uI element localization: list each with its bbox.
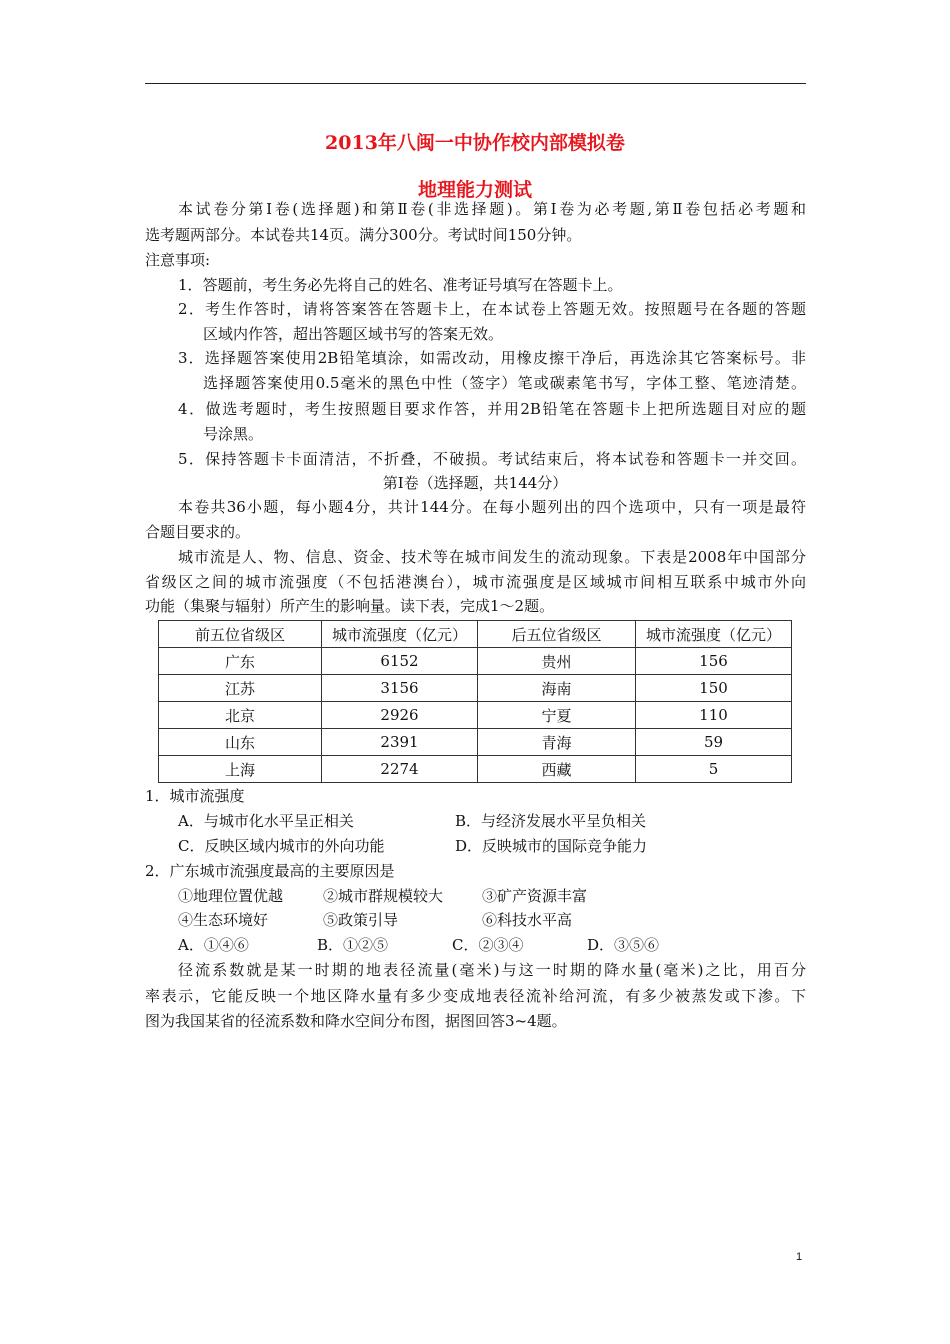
table-cell: 海南 [478, 675, 636, 702]
header-rule [145, 83, 806, 84]
table-cell: 广东 [159, 648, 322, 675]
intro-line-2: 选考题两部分。本试卷共14页。满分300分。考试时间150分钟。 [145, 226, 582, 244]
notice-item-1: 1．答题前，考生务必先将自己的姓名、准考证号填写在答题卡上。 [178, 276, 623, 294]
notice-item-3: 3．选择题答案使用2B铅笔填涂，如需改动，用橡皮擦干净后，再选涂其它答案标号。非 [178, 349, 806, 367]
table-cell: 3156 [322, 675, 478, 702]
question-2-factor-5: ⑤政策引导 [323, 911, 399, 929]
question-2-factor-6: ⑥科技水平高 [482, 911, 573, 929]
table-cell: 贵州 [478, 648, 636, 675]
question-2-option-a: A．①④⑥ [178, 936, 249, 954]
table-cell: 上海 [159, 756, 322, 783]
table-cell: 150 [636, 675, 792, 702]
table-header-cell: 前五位省级区 [159, 621, 322, 648]
passage2-line-1: 径流系数就是某一时期的地表径流量(毫米)与这一时期的降水量(毫米)之比，用百分 [178, 961, 806, 979]
notice-item-2: 2．考生作答时，请将答案答在答题卡上，在本试卷上答题无效。按照题号在各题的答题 [178, 300, 806, 318]
question-1-stem: 1．城市流强度 [145, 787, 245, 805]
passage2-line-3: 图为我国某省的径流系数和降水空间分布图，据图回答3~4题。 [145, 1012, 567, 1030]
question-1-option-c: C．反映区域内城市的外向功能 [178, 837, 385, 855]
table-cell: 2926 [322, 702, 478, 729]
passage2-line-2: 率表示，它能反映一个地区降水量有多少变成地表径流补给河流，有多少被蒸发或下渗。下 [145, 987, 806, 1005]
section1-heading: 第Ⅰ卷（选择题，共144分） [382, 474, 568, 492]
question-2-option-d: D．③⑤⑥ [587, 936, 660, 954]
section1-desc-2: 合题目要求的。 [145, 523, 251, 541]
table-cell: 5 [636, 756, 792, 783]
passage1-line-3: 功能（集聚与辐射）所产生的影响量。读下表，完成1～2题。 [145, 597, 555, 615]
table-cell: 2391 [322, 729, 478, 756]
table-row [159, 648, 792, 675]
question-2-option-b: B．①②⑤ [317, 936, 389, 954]
question-1-option-d: D．反映城市的国际竞争能力 [455, 837, 648, 855]
exam-subtitle: 地理能力测试 [417, 179, 532, 201]
table-cell: 青海 [478, 729, 636, 756]
question-2-factor-2: ②城市群规模较大 [323, 887, 444, 905]
city-flow-table [158, 620, 792, 783]
table-cell: 2274 [322, 756, 478, 783]
table-header-cell: 城市流强度（亿元） [636, 621, 792, 648]
table-row [159, 702, 792, 729]
table-row [159, 756, 792, 783]
table-row [159, 675, 792, 702]
notice-item-4-cont: 号涂黑。 [203, 425, 264, 443]
notice-heading: 注意事项: [145, 251, 211, 269]
page-number: 1 [796, 1251, 803, 1263]
question-2-stem: 2．广东城市流强度最高的主要原因是 [145, 862, 395, 880]
intro-line-1: 本试卷分第Ⅰ卷(选择题)和第Ⅱ卷(非选择题)。第Ⅰ卷为必考题,第Ⅱ卷包括必考题和 [178, 200, 806, 218]
table-cell: 宁夏 [478, 702, 636, 729]
question-2-factor-3: ③矿产资源丰富 [482, 887, 588, 905]
table-cell: 156 [636, 648, 792, 675]
notice-item-3-cont: 选择题答案使用0.5毫米的黑色中性（签字）笔或碳素笔书写，字体工整、笔迹清楚。 [203, 374, 806, 392]
table-row [159, 729, 792, 756]
notice-item-4: 4．做选考题时，考生按照题目要求作答，并用2B铅笔在答题卡上把所选题目对应的题 [178, 400, 806, 418]
section1-desc-1: 本卷共36小题，每小题4分，共计144分。在每小题列出的四个选项中，只有一项是最符 [178, 498, 806, 516]
exam-title: 2013年八闽一中协作校内部模拟卷 [325, 132, 625, 154]
question-2-option-c: C．②③④ [452, 936, 524, 954]
notice-item-2-cont: 区域内作答，超出答题区域书写的答案无效。 [203, 325, 504, 343]
table-cell: 江苏 [159, 675, 322, 702]
question-1-option-b: B．与经济发展水平呈负相关 [455, 812, 647, 830]
table-cell: 6152 [322, 648, 478, 675]
notice-item-5: 5．保持答题卡卡面清洁，不折叠，不破损。考试结束后，将本试卷和答题卡一并交回。 [178, 450, 806, 468]
table-header-cell: 城市流强度（亿元） [322, 621, 478, 648]
table-cell: 59 [636, 729, 792, 756]
table-cell: 西藏 [478, 756, 636, 783]
table-header-row [159, 621, 792, 648]
question-2-factor-4: ④生态环境好 [178, 911, 269, 929]
table-header-cell: 后五位省级区 [478, 621, 636, 648]
table-cell: 110 [636, 702, 792, 729]
table-cell: 山东 [159, 729, 322, 756]
question-1-option-a: A．与城市化水平呈正相关 [178, 812, 354, 830]
table-cell: 北京 [159, 702, 322, 729]
question-2-factor-1: ①地理位置优越 [178, 887, 284, 905]
passage1-line-1: 城市流是人、物、信息、资金、技术等在城市间发生的流动现象。下表是2008年中国部分 [178, 548, 806, 566]
passage1-line-2: 省级区之间的城市流强度（不包括港澳台），城市流强度是区域城市间相互联系中城市外向 [145, 573, 806, 591]
